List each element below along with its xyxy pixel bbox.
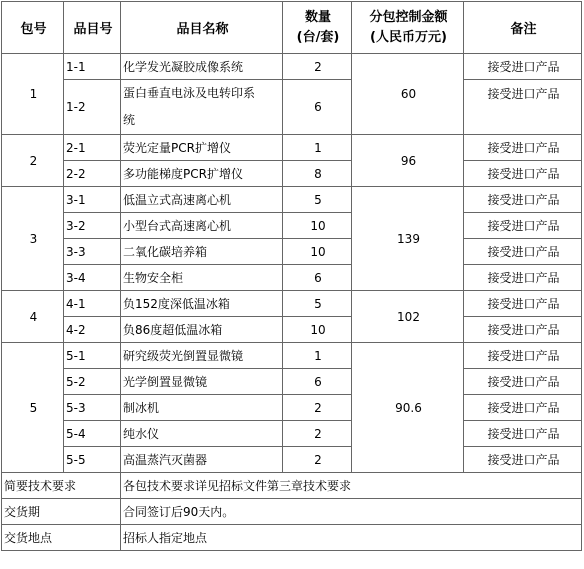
item-name: 负86度超低温冰箱 bbox=[121, 317, 283, 343]
item-quantity: 6 bbox=[283, 265, 352, 291]
item-name: 光学倒置显微镜 bbox=[121, 369, 283, 395]
item-name: 小型台式高速离心机 bbox=[121, 213, 283, 239]
footer-value: 招标人指定地点 bbox=[121, 525, 582, 551]
item-quantity: 10 bbox=[283, 213, 352, 239]
footer-row-delivery-period bbox=[2, 499, 582, 525]
item-remark: 接受进口产品 bbox=[464, 213, 582, 239]
header-row bbox=[2, 2, 582, 54]
table-row bbox=[2, 161, 582, 187]
table-row bbox=[2, 447, 582, 473]
item-name: 研究级荧光倒置显微镜 bbox=[121, 343, 283, 369]
item-quantity: 1 bbox=[283, 343, 352, 369]
item-name: 制冰机 bbox=[121, 395, 283, 421]
item-remark: 接受进口产品 bbox=[464, 54, 582, 80]
item-name: 低温立式高速离心机 bbox=[121, 187, 283, 213]
header-quantity bbox=[283, 2, 352, 54]
package-number: 4 bbox=[2, 291, 64, 343]
item-quantity: 2 bbox=[283, 395, 352, 421]
item-name: 负152度深低温冰箱 bbox=[121, 291, 283, 317]
item-name-line2: 统 bbox=[123, 113, 136, 127]
table-row bbox=[2, 369, 582, 395]
table-row bbox=[2, 239, 582, 265]
item-name: 多功能梯度PCR扩增仪 bbox=[121, 161, 283, 187]
item-quantity: 6 bbox=[283, 80, 352, 135]
package-number: 1 bbox=[2, 54, 64, 135]
item-name: 荧光定量PCR扩增仪 bbox=[121, 135, 283, 161]
item-number: 4-2 bbox=[64, 317, 121, 343]
item-number: 5-1 bbox=[64, 343, 121, 369]
item-quantity: 10 bbox=[283, 239, 352, 265]
item-remark: 接受进口产品 bbox=[464, 265, 582, 291]
package-number: 3 bbox=[2, 187, 64, 291]
header-budget-line1: 分包控制金额 bbox=[369, 9, 448, 25]
header-quantity-line1: 数量 bbox=[304, 9, 331, 25]
procurement-table bbox=[1, 1, 582, 551]
item-remark: 接受进口产品 bbox=[464, 135, 582, 161]
item-quantity: 1 bbox=[283, 135, 352, 161]
item-number: 1-2 bbox=[64, 80, 121, 135]
table-row bbox=[2, 80, 582, 135]
table-row bbox=[2, 395, 582, 421]
table-row bbox=[2, 54, 582, 80]
item-name: 纯水仪 bbox=[121, 421, 283, 447]
item-number: 4-1 bbox=[64, 291, 121, 317]
header-budget bbox=[352, 2, 464, 54]
item-number: 5-2 bbox=[64, 369, 121, 395]
table-row bbox=[2, 317, 582, 343]
header-package: 包号 bbox=[2, 2, 64, 54]
header-budget-line2: (人民币万元) bbox=[370, 29, 447, 45]
table-row bbox=[2, 187, 582, 213]
header-remark: 备注 bbox=[464, 2, 582, 54]
footer-row-tech bbox=[2, 473, 582, 499]
item-remark: 接受进口产品 bbox=[464, 317, 582, 343]
footer-row-delivery-place bbox=[2, 525, 582, 551]
item-name-line1: 蛋白垂直电泳及电转印系 bbox=[123, 86, 256, 100]
item-remark: 接受进口产品 bbox=[464, 80, 582, 135]
header-item-no: 品目号 bbox=[64, 2, 121, 54]
item-quantity: 6 bbox=[283, 369, 352, 395]
item-remark: 接受进口产品 bbox=[464, 291, 582, 317]
item-number: 3-4 bbox=[64, 265, 121, 291]
item-remark: 接受进口产品 bbox=[464, 239, 582, 265]
item-number: 5-3 bbox=[64, 395, 121, 421]
table-row bbox=[2, 421, 582, 447]
item-remark: 接受进口产品 bbox=[464, 369, 582, 395]
item-quantity: 10 bbox=[283, 317, 352, 343]
item-number: 3-3 bbox=[64, 239, 121, 265]
item-number: 3-2 bbox=[64, 213, 121, 239]
item-remark: 接受进口产品 bbox=[464, 161, 582, 187]
package-number: 2 bbox=[2, 135, 64, 187]
item-number: 2-1 bbox=[64, 135, 121, 161]
item-remark: 接受进口产品 bbox=[464, 447, 582, 473]
footer-value: 各包技术要求详见招标文件第三章技术要求 bbox=[121, 473, 582, 499]
package-budget: 60 bbox=[352, 54, 464, 135]
table-row bbox=[2, 291, 582, 317]
table-row bbox=[2, 343, 582, 369]
package-budget: 96 bbox=[352, 135, 464, 187]
item-number: 5-5 bbox=[64, 447, 121, 473]
table-row bbox=[2, 135, 582, 161]
item-number: 3-1 bbox=[64, 187, 121, 213]
item-name: 二氧化碳培养箱 bbox=[121, 239, 283, 265]
package-number: 5 bbox=[2, 343, 64, 473]
footer-label: 交货期 bbox=[2, 499, 121, 525]
footer-label: 交货地点 bbox=[2, 525, 121, 551]
item-remark: 接受进口产品 bbox=[464, 421, 582, 447]
footer-label: 简要技术要求 bbox=[2, 473, 121, 499]
item-number: 2-2 bbox=[64, 161, 121, 187]
item-remark: 接受进口产品 bbox=[464, 343, 582, 369]
package-budget: 102 bbox=[352, 291, 464, 343]
header-item-name: 品目名称 bbox=[121, 2, 283, 54]
package-budget: 90.6 bbox=[352, 343, 464, 473]
item-quantity: 8 bbox=[283, 161, 352, 187]
table-row bbox=[2, 265, 582, 291]
item-remark: 接受进口产品 bbox=[464, 187, 582, 213]
package-budget: 139 bbox=[352, 187, 464, 291]
item-number: 1-1 bbox=[64, 54, 121, 80]
item-quantity: 2 bbox=[283, 54, 352, 80]
item-number: 5-4 bbox=[64, 421, 121, 447]
footer-value: 合同签订后90天内。 bbox=[121, 499, 582, 525]
item-name: 高温蒸汽灭菌器 bbox=[121, 447, 283, 473]
item-quantity: 5 bbox=[283, 291, 352, 317]
item-quantity: 2 bbox=[283, 447, 352, 473]
item-quantity: 2 bbox=[283, 421, 352, 447]
item-quantity: 5 bbox=[283, 187, 352, 213]
header-quantity-line2: (台/套) bbox=[296, 29, 340, 45]
item-name bbox=[121, 80, 283, 135]
table-row bbox=[2, 213, 582, 239]
item-remark: 接受进口产品 bbox=[464, 395, 582, 421]
item-name: 化学发光凝胶成像系统 bbox=[121, 54, 283, 80]
item-name: 生物安全柜 bbox=[121, 265, 283, 291]
